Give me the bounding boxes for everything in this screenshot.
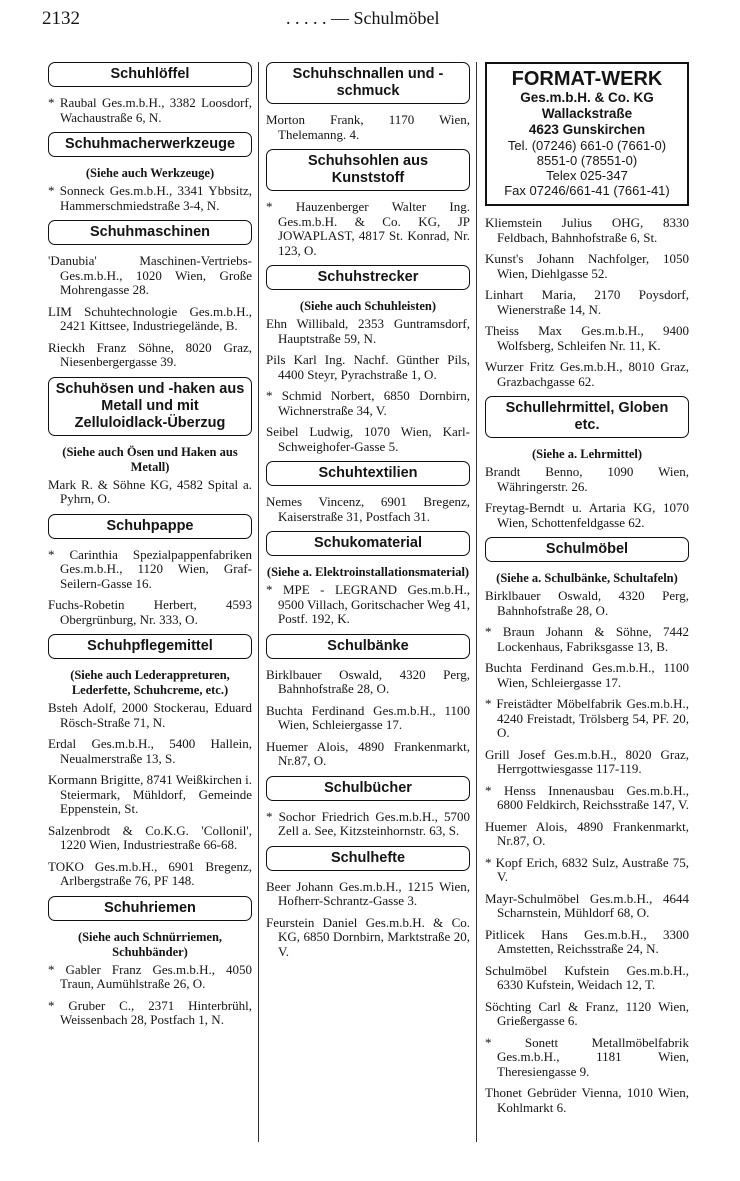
cross-reference: (Siehe auch Werkzeuge) [85, 166, 215, 180]
section-heading: Schulmöbel [485, 537, 689, 562]
cross-reference: (Siehe auch Lederappreturen, Lederfette, Schuhcreme, etc.) [70, 668, 230, 697]
directory-entry: Salzenbrodt & Co.K.G. 'Collonil', 1220 Wien, Industriestraße 66-68. [48, 822, 252, 852]
directory-entry: * Schmid Norbert, 6850 Dornbirn, Wichnerstraße 34, V. [266, 388, 470, 418]
directory-entry: * Kopf Erich, 6832 Sulz, Austraße 75, V. [485, 854, 689, 884]
directory-entry: * Sonneck Ges.m.b.H., 3341 Ybbsitz, Hammerschmiedstraße 3-4, N. [48, 183, 252, 213]
directory-entry: Beer Johann Ges.m.b.H., 1215 Wien, Hofherr-Schrantz-Gasse 3. [266, 878, 470, 908]
directory-entry: * Sochor Friedrich Ges.m.b.H., 5700 Zell a. See, Kitzsteinhornstr. 63, S. [266, 808, 470, 838]
directory-entry: Kliemstein Julius OHG, 8330 Feldbach, Bahnhofstraße 6, St. [485, 215, 689, 245]
ad-phone: Tel. (07246) 661-0 (7661-0) [507, 138, 667, 153]
directory-entry: Seibel Ludwig, 1070 Wien, Karl-Schweighofer-Gasse 5. [266, 424, 470, 454]
directory-entry: Nemes Vincenz, 6901 Bregenz, Kaiserstraße 31, Postfach 31. [266, 494, 470, 524]
directory-entry: * Gruber C., 2371 Hinterbrühl, Weissenbach 28, Postfach 1, N. [48, 997, 252, 1027]
directory-entry: Buchta Ferdinand Ges.m.b.H., 1100 Wien, Schleiergasse 17. [266, 702, 470, 732]
directory-entry: Wurzer Fritz Ges.m.b.H., 8010 Graz, Grazbachgasse 62. [485, 359, 689, 389]
section-heading: Schullehrmittel, Globen etc. [485, 396, 689, 438]
directory-entry: Morton Frank, 1170 Wien, Thelemanng. 4. [266, 112, 470, 142]
directory-entry: Feurstein Daniel Ges.m.b.H. & Co. KG, 6850 Dornbirn, Marktstraße 20, V. [266, 914, 470, 959]
directory-entry: * Carinthia Spezialpappenfabriken Ges.m.b.H., 1120 Wien, Graf-Seilern-Gasse 16. [48, 546, 252, 591]
column-2 [266, 58, 470, 966]
directory-entry: Grill Josef Ges.m.b.H., 8020 Graz, Herrgottwiesgasse 117-119. [485, 746, 689, 776]
section-heading: Schuhpappe [48, 514, 252, 539]
directory-entry: Söchting Carl & Franz, 1120 Wien, Grießergasse 6. [485, 998, 689, 1028]
section-heading: Schulbücher [266, 776, 470, 801]
directory-entry: Brandt Benno, 1090 Wien, Währingerstr. 26. [485, 464, 689, 494]
directory-entry: Buchta Ferdinand Ges.m.b.H., 1100 Wien, Schleiergasse 17. [485, 660, 689, 690]
section-heading: Schuhösen und -haken aus Metall und mit Zelluloidlack-Überzug [48, 377, 252, 436]
cross-reference: (Siehe a. Schulbänke, Schultafeln) [496, 571, 678, 585]
advertisement-box [485, 62, 689, 206]
column-divider [476, 62, 477, 1142]
directory-entry: * Henss Innenausbau Ges.m.b.H., 6800 Feldkirch, Reichsstraße 147, V. [485, 782, 689, 812]
ad-phone-2: 8551-0 (78551-0) [536, 153, 638, 168]
section-heading: Schukomaterial [266, 531, 470, 556]
directory-entry: * MPE - LEGRAND Ges.m.b.H., 9500 Villach, Goritschacher Weg 41, Postf. 192, K. [266, 582, 470, 626]
column-divider [258, 62, 259, 1142]
section-heading: Schuhstrecker [266, 265, 470, 290]
section-heading: Schuhschnallen und -schmuck [266, 62, 470, 104]
section-heading: Schuhpflegemittel [48, 634, 252, 659]
directory-entry: Rieckh Franz Söhne, 8020 Graz, Niesenbergergasse 39. [48, 339, 252, 369]
directory-entry: Ehn Willibald, 2353 Guntramsdorf, Hauptstraße 59, N. [266, 316, 470, 346]
directory-entry: * Braun Johann & Söhne, 7442 Lockenhaus, Fabriksgasse 13, B. [485, 624, 689, 654]
directory-entry: Bsteh Adolf, 2000 Stockerau, Eduard Rösch-Straße 71, N. [48, 700, 252, 730]
section-heading: Schulhefte [266, 846, 470, 871]
section-heading: Schuhmaschinen [48, 220, 252, 245]
section-heading: Schuhlöffel [48, 62, 252, 87]
ad-company-form: Ges.m.b.H. & Co. KG [520, 90, 654, 105]
directory-entry: Kunst's Johann Nachfolger, 1050 Wien, Diehlgasse 52. [485, 251, 689, 281]
ad-street: Wallackstraße [541, 106, 633, 121]
directory-entry: * Freistädter Möbelfabrik Ges.m.b.H., 4240 Freistadt, Trölsberg 54, PF. 20, O. [485, 696, 689, 740]
section-heading: Schuhsohlen aus Kunststoff [266, 149, 470, 191]
cross-reference: (Siehe auch Ösen und Haken aus Metall) [62, 444, 238, 474]
section-heading: Schulbänke [266, 634, 470, 659]
directory-entry: Mayr-Schulmöbel Ges.m.b.H., 4644 Scharnstein, Mühldorf 68, O. [485, 890, 689, 920]
cross-reference: (Siehe auch Schnürriemen, Schuhbänder) [77, 929, 223, 959]
ad-fax: Fax 07246/661-41 (7661-41) [504, 183, 670, 198]
directory-entry: Pitlicek Hans Ges.m.b.H., 3300 Amstetten, Reichsstraße 24, N. [485, 926, 689, 956]
directory-entry: Kormann Brigitte, 8741 Weißkirchen i. Steiermark, Mühldorf, Gemeinde Eppenstein, St. [48, 772, 252, 816]
section-heading: Schuhmacherwerkzeuge [48, 132, 252, 157]
directory-entry: Theiss Max Ges.m.b.H., 9400 Wolfsberg, Schleifen Nr. 11, K. [485, 323, 689, 353]
directory-entry: Huemer Alois, 4890 Frankenmarkt, Nr.87, O. [485, 818, 689, 848]
directory-entry: * Raubal Ges.m.b.H., 3382 Loosdorf, Wachaustraße 6, N. [48, 95, 252, 125]
section-heading: Schuhriemen [48, 896, 252, 921]
directory-entry: Thonet Gebrüder Vienna, 1010 Wien, Kohlmarkt 6. [485, 1085, 689, 1115]
directory-entry: Freytag-Berndt u. Artaria KG, 1070 Wien, Schottenfeldgasse 62. [485, 500, 689, 530]
directory-entry: * Gabler Franz Ges.m.b.H., 4050 Traun, Aumühlstraße 26, O. [48, 961, 252, 991]
directory-entry: Huemer Alois, 4890 Frankenmarkt, Nr.87, O. [266, 738, 470, 768]
directory-entry: TOKO Ges.m.b.H., 6901 Bregenz, Arlbergstraße 76, PF 148. [48, 858, 252, 888]
directory-entry: Birklbauer Oswald, 4320 Perg, Bahnhofstraße 28, O. [485, 588, 689, 618]
directory-entry: Fuchs-Robetin Herbert, 4593 Obergrünburg, Nr. 333, O. [48, 597, 252, 627]
directory-entry: * Sonett Metallmöbelfabrik Ges.m.b.H., 1181 Wien, Theresiengasse 9. [485, 1034, 689, 1079]
directory-entry: * Hauzenberger Walter Ing. Ges.m.b.H. & Co. KG, JP JOWAPLAST, 4817 St. Konrad, Nr. 123, O. [266, 199, 470, 258]
ad-telex: Telex 025-347 [546, 168, 628, 183]
cross-reference: (Siehe a. Elektroinstallationsmaterial) [266, 565, 470, 579]
page-number: 2132 [42, 8, 80, 29]
directory-entry: Linhart Maria, 2170 Poysdorf, Wienerstraße 14, N. [485, 287, 689, 317]
running-head: . . . . . — Schulmöbel [286, 8, 440, 28]
cross-reference: (Siehe a. Lehrmittel) [531, 447, 643, 461]
directory-entry: LIM Schuhtechnologie Ges.m.b.H., 2421 Kittsee, Industriegelände, B. [48, 303, 252, 333]
column-1 [48, 58, 252, 1035]
section-heading: Schuhtextilien [266, 461, 470, 486]
column-3 [485, 58, 689, 1122]
directory-entry: Birklbauer Oswald, 4320 Perg, Bahnhofstraße 28, O. [266, 666, 470, 696]
ad-city: 4623 Gunskirchen [528, 122, 646, 137]
directory-entry: Mark R. & Söhne KG, 4582 Spital a. Pyhrn, O. [48, 476, 252, 506]
ad-company-name: FORMAT-WERK [511, 68, 663, 90]
directory-entry: Erdal Ges.m.b.H., 5400 Hallein, Neualmerstraße 13, S. [48, 736, 252, 766]
directory-entry: 'Danubia' Maschinen-Vertriebs-Ges.m.b.H., 1020 Wien, Große Mohrengasse 28. [48, 253, 252, 297]
directory-entry: Pils Karl Ing. Nachf. Günther Pils, 4400 Steyr, Pyrachstraße 1, O. [266, 352, 470, 382]
cross-reference: (Siehe auch Schuhleisten) [299, 299, 437, 313]
directory-entry: Schulmöbel Kufstein Ges.m.b.H., 6330 Kufstein, Weidach 12, T. [485, 962, 689, 992]
